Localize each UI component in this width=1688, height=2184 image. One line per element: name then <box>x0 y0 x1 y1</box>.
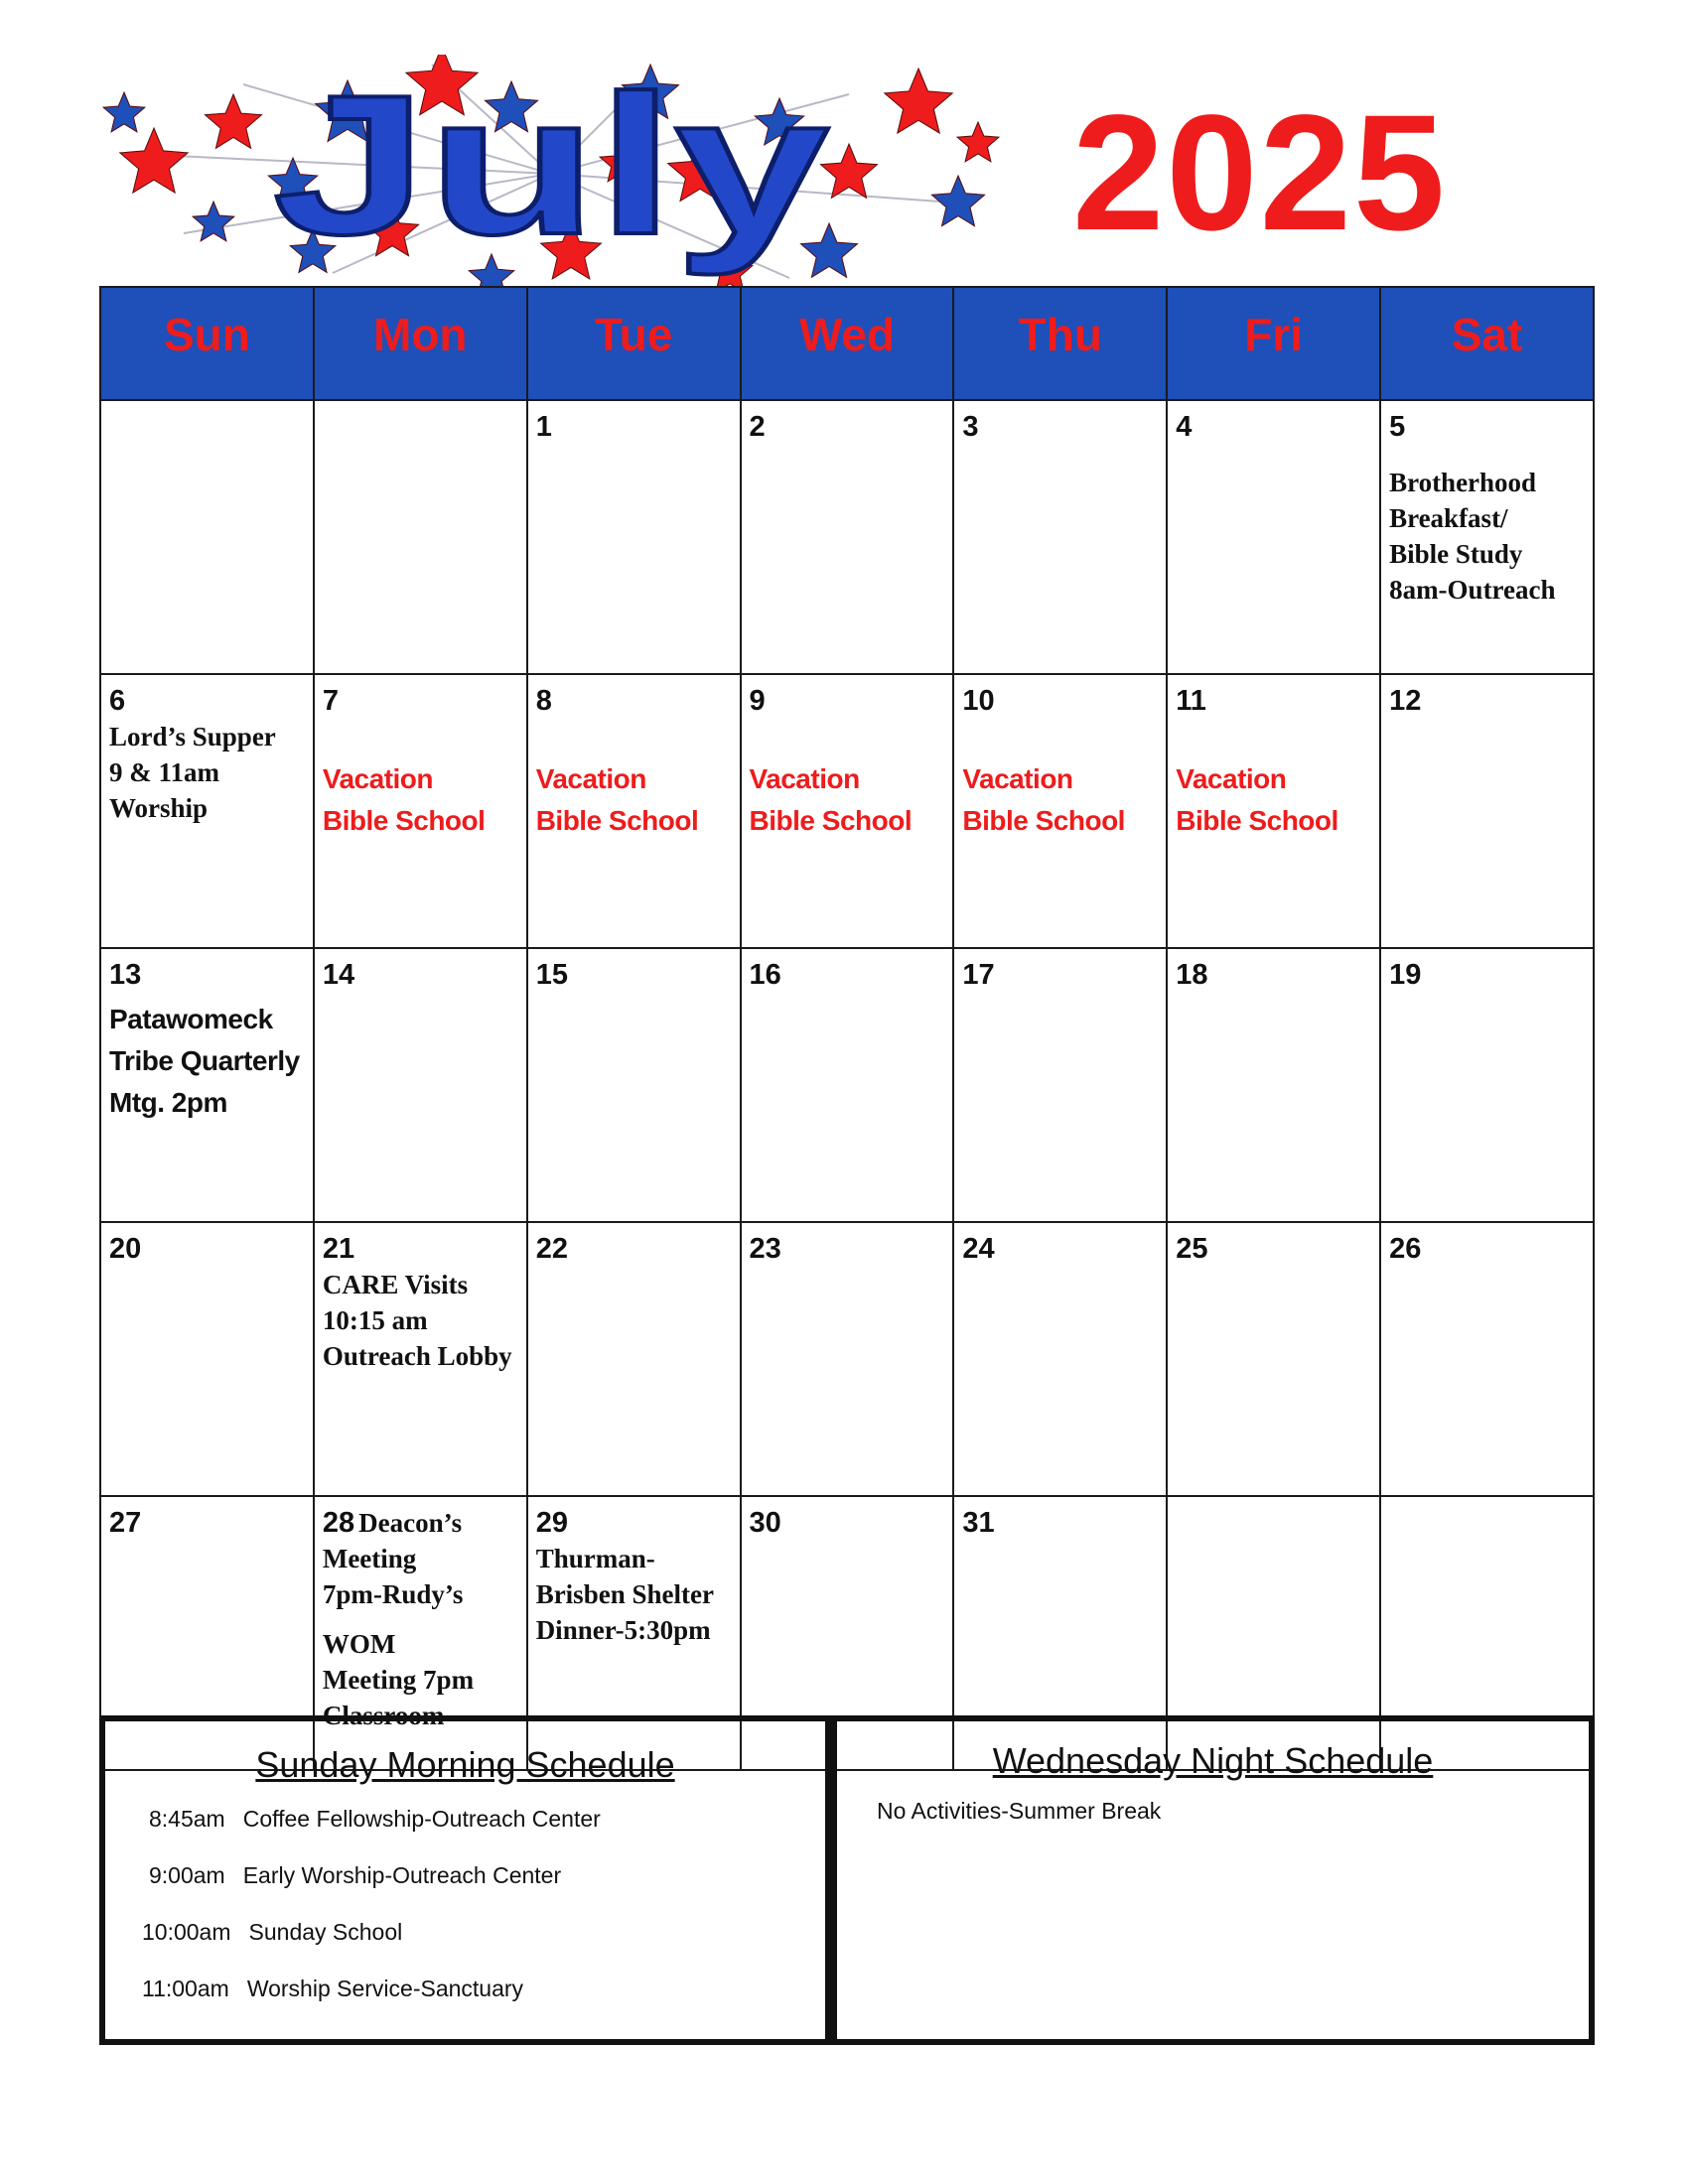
day-number: 29 <box>535 1507 568 1539</box>
star-icon <box>103 92 145 132</box>
event-text: Mtg. 2pm <box>109 1087 227 1118</box>
day-cell-empty <box>100 400 314 674</box>
day-number: 13 <box>109 959 142 991</box>
day-cell <box>314 674 527 948</box>
day-number: 10 <box>962 685 995 717</box>
star-icon <box>885 68 952 133</box>
event-text: 9 & 11am <box>109 757 219 787</box>
schedule-description: Early Worship-Outreach Center <box>242 1862 562 1888</box>
event-text: Classroom <box>322 1701 445 1730</box>
event-text: Tribe Quarterly <box>109 1045 300 1076</box>
event-tribe-meeting <box>109 999 305 1124</box>
event-text: Bible School <box>962 805 1125 836</box>
day-cell <box>314 948 527 1222</box>
weekday-header-sun: Sun <box>100 287 314 400</box>
day-number: 4 <box>1176 411 1193 443</box>
month-calendar-grid <box>99 286 1595 1771</box>
event-text: Vacation <box>749 763 860 794</box>
schedule-time: 9:00am <box>149 1862 225 1888</box>
event-text: Bible School <box>535 805 699 836</box>
day-number: 12 <box>1389 685 1422 717</box>
day-cell <box>741 948 954 1222</box>
day-cell <box>953 674 1167 948</box>
day-cell <box>953 400 1167 674</box>
event-text: 8am-Outreach <box>1389 575 1556 605</box>
event-text: Bible Study <box>1389 539 1523 569</box>
weekday-header-tue: Tue <box>527 287 741 400</box>
weekday-header-mon: Mon <box>314 287 527 400</box>
star-icon <box>931 176 984 226</box>
year-title: 2025 <box>1072 81 1448 265</box>
day-number: 21 <box>322 1233 355 1265</box>
day-cell <box>527 674 741 948</box>
event-text: 10:15 am <box>322 1305 428 1335</box>
day-number: 24 <box>962 1233 995 1265</box>
day-number: 18 <box>1176 959 1208 991</box>
event-text: Thurman- <box>535 1544 655 1573</box>
day-cell <box>1380 674 1594 948</box>
star-icon <box>120 128 188 193</box>
day-cell <box>953 1222 1167 1496</box>
event-text: Vacation <box>962 763 1073 794</box>
event-text: Deacon’s <box>358 1508 463 1538</box>
day-number: 8 <box>535 685 552 717</box>
day-number: 20 <box>109 1233 142 1265</box>
event-text: WOM <box>322 1629 396 1659</box>
weekday-header-wed: Wed <box>741 287 954 400</box>
week-row <box>100 400 1594 674</box>
event-text: Lord’s Supper <box>109 722 276 751</box>
day-number: 26 <box>1389 1233 1422 1265</box>
day-number: 6 <box>109 685 126 717</box>
schedule-time: 8:45am <box>149 1806 225 1832</box>
day-cell <box>741 400 954 674</box>
schedule-time: 11:00am <box>142 1976 229 2001</box>
event-text: Dinner-5:30pm <box>535 1615 711 1645</box>
day-cell <box>1380 1222 1594 1496</box>
day-number: 22 <box>535 1233 568 1265</box>
schedule-row <box>149 1861 561 1889</box>
event-vacation-bible-school <box>962 758 1158 842</box>
weekday-header-sat: Sat <box>1380 287 1594 400</box>
week-row <box>100 1222 1594 1496</box>
day-cell <box>1167 948 1380 1222</box>
day-number: 1 <box>535 411 552 443</box>
week-row <box>100 948 1594 1222</box>
schedule-description: Sunday School <box>248 1919 403 1945</box>
schedule-row <box>149 1805 601 1833</box>
event-text: Breakfast/ <box>1389 503 1508 533</box>
day-number: 5 <box>1389 411 1406 443</box>
event-text: Brotherhood <box>1389 468 1537 497</box>
day-cell <box>1167 400 1380 674</box>
weekday-header-thu: Thu <box>953 287 1167 400</box>
day-cell <box>527 400 741 674</box>
day-number: 16 <box>749 959 781 991</box>
day-cell <box>527 1222 741 1496</box>
day-cell <box>1167 674 1380 948</box>
day-number: 19 <box>1389 959 1422 991</box>
event-text: Patawomeck <box>109 1004 273 1034</box>
event-text: Brisben Shelter <box>535 1579 714 1609</box>
day-cell <box>1380 948 1594 1222</box>
day-cell <box>1380 400 1594 674</box>
july-banner-graphic <box>94 55 1008 293</box>
event-text: Outreach Lobby <box>322 1341 512 1371</box>
schedule-description: Coffee Fellowship-Outreach Center <box>242 1806 601 1832</box>
event-text: Vacation <box>535 763 646 794</box>
schedule-description: Worship Service-Sanctuary <box>246 1976 524 2001</box>
event-text: Bible School <box>749 805 913 836</box>
day-cell <box>100 674 314 948</box>
day-number: 23 <box>749 1233 781 1265</box>
day-number: 3 <box>962 411 979 443</box>
day-number: 31 <box>962 1507 995 1539</box>
week-row <box>100 674 1594 948</box>
day-number: 9 <box>749 685 766 717</box>
day-cell <box>1167 1222 1380 1496</box>
weekday-header-row <box>100 287 1594 400</box>
event-vacation-bible-school <box>1176 758 1371 842</box>
star-icon <box>193 202 234 241</box>
wednesday-schedule-box <box>831 1715 1595 2045</box>
day-number: 2 <box>749 411 766 443</box>
star-icon <box>821 144 878 198</box>
event-text: Bible School <box>1176 805 1338 836</box>
day-cell <box>314 1222 527 1496</box>
sunday-schedule-title: Sunday Morning Schedule <box>255 1744 675 1785</box>
day-cell <box>100 948 314 1222</box>
event-text: 7pm-Rudy’s <box>322 1579 464 1609</box>
event-vacation-bible-school <box>536 758 732 842</box>
event-text: Bible School <box>322 805 486 836</box>
day-number: 7 <box>322 685 339 717</box>
wednesday-schedule-title: Wednesday Night Schedule <box>992 1740 1434 1781</box>
event-text: Worship <box>109 793 209 823</box>
schedule-row <box>142 1975 523 2002</box>
day-cell-empty <box>314 400 527 674</box>
day-number: 27 <box>109 1507 142 1539</box>
day-cell <box>741 674 954 948</box>
day-cell <box>741 1222 954 1496</box>
day-number: 25 <box>1176 1233 1208 1265</box>
event-vacation-bible-school <box>750 758 945 842</box>
schedule-time: 10:00am <box>142 1919 231 1945</box>
day-number: 28 <box>322 1507 355 1539</box>
day-cell <box>527 948 741 1222</box>
schedule-row <box>877 1797 1161 1825</box>
day-number: 15 <box>535 959 568 991</box>
schedule-row <box>142 1918 402 1946</box>
day-number: 30 <box>749 1507 781 1539</box>
weekday-header-fri: Fri <box>1167 287 1380 400</box>
day-cell <box>953 948 1167 1222</box>
july-month-title: July <box>273 55 829 276</box>
sunday-schedule-box <box>99 1715 831 2045</box>
event-text: Vacation <box>1176 763 1287 794</box>
event-text: Meeting <box>322 1544 417 1573</box>
event-text: Meeting 7pm <box>322 1665 475 1695</box>
event-text: CARE Visits <box>322 1270 469 1299</box>
day-number: 14 <box>322 959 355 991</box>
day-number: 11 <box>1176 685 1206 717</box>
day-number: 17 <box>962 959 995 991</box>
schedule-description: No Activities-Summer Break <box>877 1798 1162 1824</box>
event-vacation-bible-school <box>323 758 518 842</box>
day-cell <box>100 1222 314 1496</box>
event-text: Vacation <box>322 763 434 794</box>
star-icon <box>206 94 262 148</box>
star-icon <box>957 122 999 162</box>
